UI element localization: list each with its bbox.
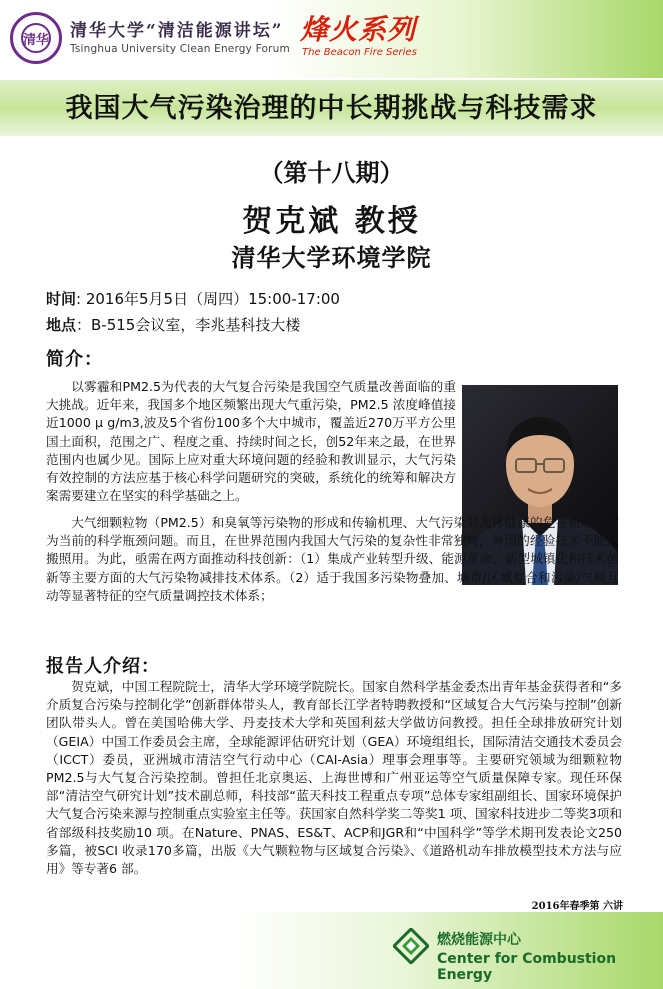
place-label: 地点 [46, 316, 77, 334]
page-title: 我国大气污染治理的中长期挑战与科技需求 [65, 93, 598, 124]
series-logo-en: The Beacon Fire Series [302, 47, 417, 58]
intro-text-1: 以雾霾和PM2.5为代表的大气复合污染是我国空气质量改善面临的重大挑战。近年来，我国多个地区频繁出现大气重污染，PM2.5 浓度峰值接近1000 μ g/m3,波及5个省份100多个大中城市，覆盖近270万平方公里国土面积，范围之广、程度之重、持续时间之长，创52年来之最，在世界范围内也属少见。国际上应对重大环境问题的经验和教训显示，大气污染有效控制的方法应基于核心科学问题研究的突破，系统化的统筹和解决方案需要建立在坚实的科学基础之上。 [46, 379, 456, 504]
tsinghua-seal-logo [10, 12, 62, 64]
issue-number: （第十八期） [259, 158, 404, 187]
forum-title-en: Tsinghua University Clean Energy Forum [70, 43, 290, 55]
bio-heading: 报告人介绍： [46, 656, 160, 677]
forum-title-cn: 清华大学“清洁能源讲坛” [70, 21, 284, 41]
time-value: : 2016年5月5日（周四）15:00-17:00 [76, 290, 340, 308]
org-name-cn: 燃烧能源中心 [437, 932, 521, 948]
cce-logo-icon [393, 928, 429, 964]
place-value: ：B-515会议室，李兆基科技大楼 [76, 316, 301, 334]
time-label: 时间 [46, 290, 77, 308]
series-logo-cn: 烽火系列 [300, 13, 417, 46]
speaker-affiliation: 清华大学环境学院 [231, 244, 432, 272]
intro-text-2: 大气细颗粒物（PM2.5）和臭氧等污染物的形成和传输机理、大气污染对人体健康的危害机制等均为当前的科学瓶颈问题。而且，在世界范围内我国大气污染的复杂性非常独特，外国的经验技术不能照搬照用。为此，亟需在两方面推动科技创新：（1）集成产业转型升级、能源革命、新型城镇化和技术创新等主要方面的大气污染物减排技术体系。（2）适于我国多污染物叠加、城市/区域复合和污染/气候互动等显著特征的空气质量调控技术体系； [46, 515, 619, 603]
intro-paragraph-1 [46, 378, 456, 505]
intro-paragraph-2 [46, 514, 619, 605]
org-name-en: Center for Combustion Energy [437, 951, 617, 983]
time-line [46, 288, 340, 309]
place-line [46, 314, 300, 335]
bio-paragraph [46, 678, 622, 878]
season-label: 2016年春季第 六讲 [531, 901, 623, 912]
bio-text: 贺克斌，中国工程院院士，清华大学环境学院院长。国家自然科学基金委杰出青年基金获得者和“多介质复合污染与控制化学”创新群体带头人，教育部长江学者特聘教授和“区域复合大气污染与控制”创新团队带头人。曾在美国哈佛大学、丹麦技术大学和英国利兹大学做访问教授。担任全球排放研究计划（GEIA）中国工作委员会主席，全球能源评估研究计划（GEA）环境组组长，国际清洁交通技术委员会（ICCT）委员，亚洲城市清洁空气行动中心（CAI-Asia）理事会理事等。主要研究领域为细颗粒物PM2.5与大气复合污染控制。曾担任北京奥运、上海世博和广州亚运等空气质量保障专家。现任环保部“清洁空气研究计划”技术副总师，科技部“蓝天科技工程重点专项”总体专家组副组长、国家环境保护大气复合污染来源与控制重点实验室主任等。获国家自然科学奖二等奖1 项、国家科技进步二等奖3项和省部级科技奖励10 项。在Nature、PNAS、ES&T、ACP和JGR和“中国科学”等学术期刊发表论文250多篇，被SCI 收录170多篇，出版《大气颗粒物与区域复合污染》、《道路机动车排放模型技术方法与应用》等专著6 部。 [46, 679, 622, 877]
speaker-name: 贺克斌 教授 [242, 204, 421, 239]
seal-inner: 清华 [21, 23, 51, 53]
intro-heading: 简介： [46, 349, 103, 370]
